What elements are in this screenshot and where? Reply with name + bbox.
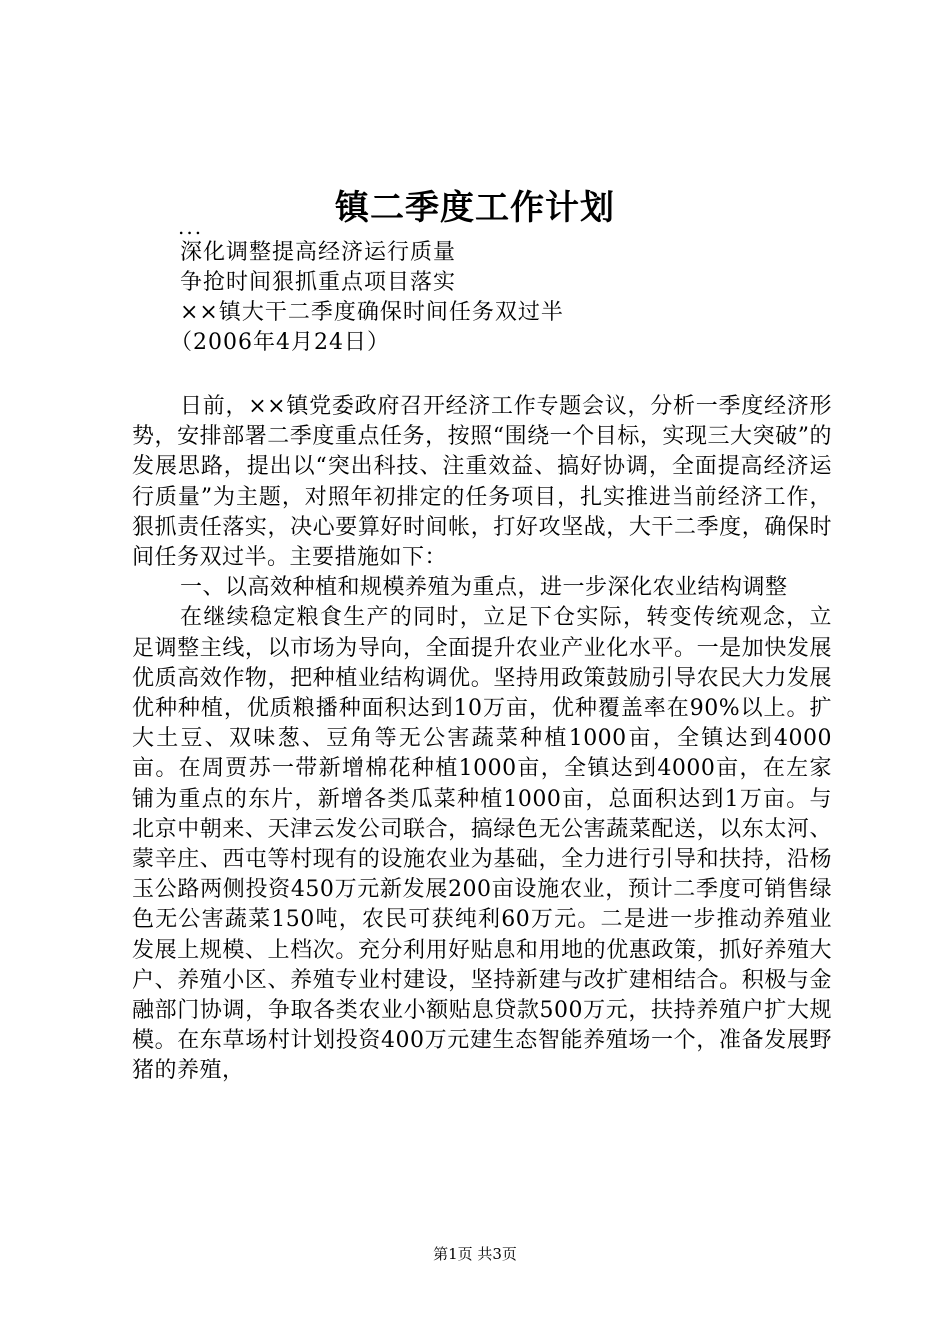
section-heading-1: 一、以高效种植和规模养殖为重点，进一步深化农业结构调整: [180, 575, 788, 601]
subtitle-line-1: 深化调整提高经济运行质量: [180, 240, 457, 265]
paragraph-intro: 日前，××镇党委政府召开经济工作专题会议，分析一季度经济形势，安排部署二季度重点任务，按照“围绕一个目标，实现三大突破”的发展思路，提出以“突出科技、注重效益、搞好协调，全面提高经济运行质量”为主题，对照年初排定的任务项目，扎实推进当前经济工作，狠抓责任落实，决心要算好时间帐，打好攻坚战，大干二季度，确保时间任务双过半。主要措施如下：: [132, 394, 832, 571]
ellipsis-mark: ...: [178, 215, 204, 239]
subtitle-line-3: ××镇大干二季度确保时间任务双过半: [180, 300, 564, 325]
page-footer: 第1页 共3页: [433, 1245, 517, 1263]
paragraph-section-1: 在继续稳定粮食生产的同时，立足下仓实际，转变传统观念，立足调整主线，以市场为导向，全面提升农业产业化水平。一是加快发展优质高效作物，把种植业结构调优。坚持用政策鼓励引导农民大力发展优种种植，优质粮播种面积达到10万亩，优种覆盖率在90%以上。扩大土豆、双味葱、豆角等无公害蔬菜种植1000亩，全镇达到4000亩。在周贾苏一带新增棉花种植1000亩，全镇达到4000亩，在左家铺为重点的东片，新增各类瓜菜种植1000亩，总面积达到1万亩。与北京中朝来、天津云发公司联合，搞绿色无公害蔬菜配送，以东太河、蒙辛庄、西屯等村现有的设施农业为基础，全力进行引导和扶持，沿杨玉公路两侧投资450万元新发展200亩设施农业，预计二季度可销售绿色无公害蔬菜150吨，农民可获纯利60万元。二是进一步推动养殖业发展上规模、上档次。充分利用好贴息和用地的优惠政策，抓好养殖大户、养殖小区、养殖专业村建设，坚持新建与改扩建相结合。积极与金融部门协调，争取各类农业小额贴息贷款500万元，扶持养殖户扩大规模。在东草场村计划投资400万元建生态智能养殖场一个，准备发展野猪的养殖，: [132, 605, 832, 1084]
body-text: [132, 392, 832, 1087]
document-date: （2006年4月24日）: [170, 330, 390, 355]
document-title: 镇二季度工作计划: [335, 188, 615, 228]
subtitle-line-2: 争抢时间狠抓重点项目落实: [180, 270, 457, 295]
